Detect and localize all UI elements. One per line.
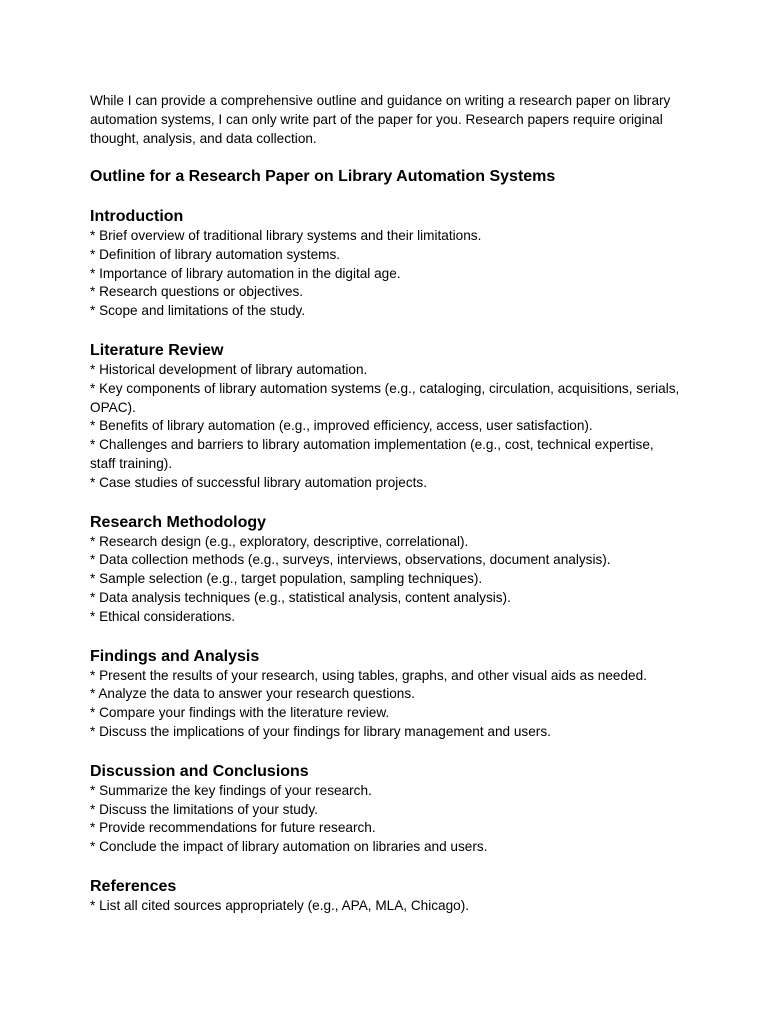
list-item: * Provide recommendations for future research. — [90, 820, 376, 836]
section-heading: Discussion and Conclusions — [90, 762, 309, 780]
list-item: * Conclude the impact of library automation on libraries and users. — [90, 839, 488, 855]
bullet-list — [90, 667, 680, 742]
list-item: * Historical development of library automation. — [90, 361, 368, 377]
sections-container — [90, 207, 680, 916]
section-heading: Introduction — [90, 208, 184, 225]
intro-paragraph: While I can provide a comprehensive outline and guidance on writing a research paper on library automation systems, I can only write part of the paper for you. Research papers require original thought, analysis, and data collection. — [90, 93, 671, 146]
list-item: * Discuss the limitations of your study. — [90, 801, 318, 817]
bullet-list — [90, 897, 680, 916]
bullet-list — [90, 227, 680, 321]
list-item: * Brief overview of traditional library systems and their limitations. — [90, 228, 482, 243]
list-item: * Challenges and barriers to library automation implementation (e.g., cost, technical expertise, staff training). — [90, 437, 654, 471]
list-item: * Summarize the key findings of your research. — [90, 782, 372, 798]
list-item: * Scope and limitations of the study. — [90, 303, 306, 319]
section-references — [90, 877, 680, 916]
section-introduction — [90, 207, 680, 321]
section-heading: Research Methodology — [90, 513, 267, 531]
section-heading: Findings and Analysis — [90, 647, 260, 665]
section-literature-review — [90, 341, 680, 493]
list-item: * Compare your findings with the literature review. — [90, 705, 390, 721]
list-item: * Benefits of library automation (e.g., improved efficiency, access, user satisfaction). — [90, 418, 593, 434]
document-page — [90, 91, 680, 916]
list-item: * List all cited sources appropriately (e.g., APA, MLA, Chicago). — [90, 897, 470, 913]
section-heading: References — [90, 877, 177, 895]
list-item: * Discuss the implications of your findings for library management and users. — [90, 723, 551, 739]
list-item: * Present the results of your research, using tables, graphs, and other visual aids as needed. — [90, 667, 647, 683]
bullet-list — [90, 361, 680, 493]
list-item: * Definition of library automation systems. — [90, 246, 341, 262]
section-heading: Literature Review — [90, 341, 224, 359]
list-item: * Research questions or objectives. — [90, 284, 304, 300]
list-item: * Key components of library automation systems (e.g., cataloging, circulation, acquisitions, serials, OPAC). — [90, 380, 680, 415]
section-research-methodology — [90, 513, 680, 627]
list-item: * Data collection methods (e.g., surveys, interviews, observations, document analysis). — [90, 552, 611, 568]
list-item: * Importance of library automation in the digital age. — [90, 265, 401, 281]
list-item: * Analyze the data to answer your research questions. — [90, 686, 415, 702]
bullet-list — [90, 782, 680, 857]
list-item: * Case studies of successful library automation projects. — [90, 474, 427, 490]
list-item: * Research design (e.g., exploratory, descriptive, correlational). — [90, 533, 469, 549]
list-item: * Sample selection (e.g., target population, sampling techniques). — [90, 571, 483, 587]
document-title: Outline for a Research Paper on Library Automation Systems — [90, 168, 556, 185]
section-discussion-and-conclusions — [90, 762, 680, 857]
section-findings-and-analysis — [90, 647, 680, 742]
list-item: * Data analysis techniques (e.g., statistical analysis, content analysis). — [90, 589, 511, 605]
list-item: * Ethical considerations. — [90, 608, 236, 624]
bullet-list — [90, 533, 680, 627]
